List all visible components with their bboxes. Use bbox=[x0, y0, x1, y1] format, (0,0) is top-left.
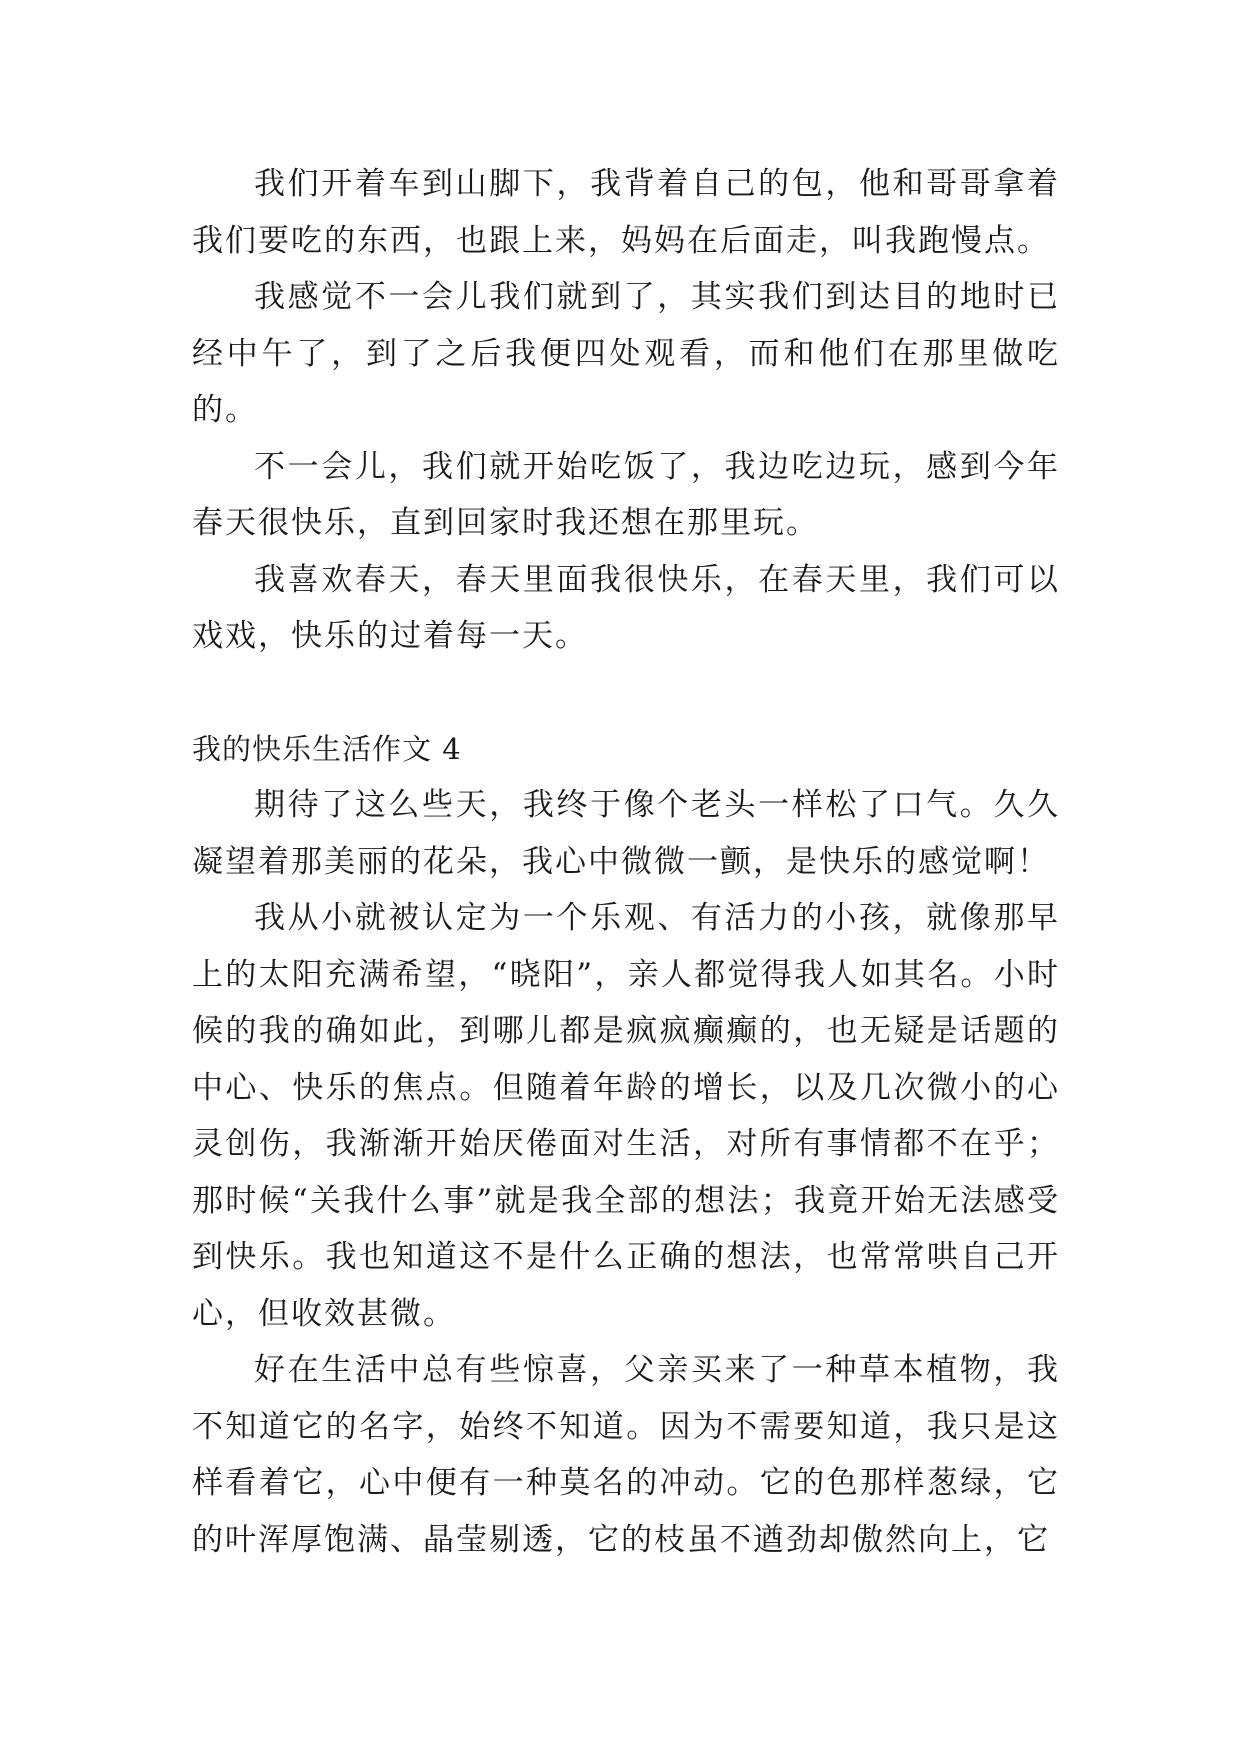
paragraph: 我喜欢春天，春天里面我很快乐，在春天里，我们可以戏戏，快乐的过着每一天。 bbox=[192, 561, 1060, 654]
paragraph: 期待了这么些天，我终于像个老头一样松了口气。久久凝望着那美丽的花朵，我心中微微一颤，是快乐的感觉啊！ bbox=[192, 787, 1060, 880]
document-body bbox=[192, 156, 1060, 1568]
paragraph: 不一会儿，我们就开始吃饭了，我边吃边玩，感到今年春天很快乐，直到回家时我还想在那里玩。 bbox=[192, 448, 1060, 541]
paragraph: 好在生活中总有些惊喜，父亲买来了一种草本植物，我不知道它的名字，始终不知道。因为不需要知道，我只是这样看着它，心中便有一种莫名的冲动。它的色那样葱绿，它的叶浑厚饱满、晶莹剔透，它的枝虽不遒劲却傲然向上，它 bbox=[192, 1352, 1060, 1558]
section-title: 我的快乐生活作文 4 bbox=[192, 731, 462, 766]
paragraph: 我感觉不一会儿我们就到了，其实我们到达目的地时已经中午了，到了之后我便四处观看，而和他们在那里做吃的。 bbox=[192, 279, 1060, 428]
paragraph: 我们开着车到山脚下，我背着自己的包，他和哥哥拿着我们要吃的东西，也跟上来，妈妈在后面走，叫我跑慢点。 bbox=[192, 166, 1060, 259]
paragraph: 我从小就被认定为一个乐观、有活力的小孩，就像那早上的太阳充满希望，“晓阳”，亲人都觉得我人如其名。小时候的我的确如此，到哪儿都是疯疯癫癫的，也无疑是话题的中心、快乐的焦点。但随着年龄的增长，以及几次微小的心灵创伤，我渐渐开始厌倦面对生活，对所有事情都不在乎；那时候“关我什么事”就是我全部的想法；我竟开始无法感受到快乐。我也知道这不是什么正确的想法，也常常哄自己开心，但收效甚微。 bbox=[192, 900, 1060, 1332]
